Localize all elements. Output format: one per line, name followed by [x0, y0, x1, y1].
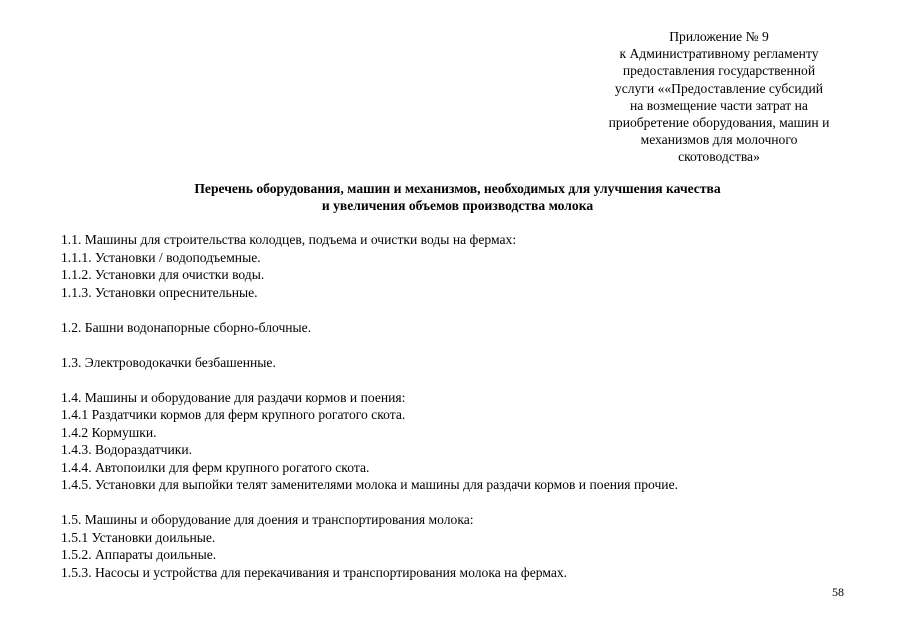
appendix-line: предоставления государственной [622, 63, 816, 79]
list-item: 1.5.2. Аппараты доильные. [61, 547, 217, 562]
appendix-line: механизмов для молочного [640, 132, 798, 148]
list-item: 1.4.3. Водораздатчики. [61, 442, 193, 457]
section-1-1 [61, 231, 881, 301]
appendix-line: на возмещение части затрат на [630, 97, 808, 113]
appendix-line: к Административному регламенту [619, 46, 819, 62]
list-item: 1.4.5. Установки для выпойки телят заменителями молока и машины для раздачи кормов и поения прочие. [61, 477, 679, 492]
appendix-header [588, 28, 850, 166]
page-number: 58 [832, 585, 844, 599]
title-line: и увеличения объемов производства молока [321, 198, 594, 213]
list-item: 1.3. Электроводокачки безбашенные. [61, 354, 276, 370]
section-1-5 [61, 511, 881, 581]
appendix-line: приобретение оборудования, машин и [608, 115, 830, 131]
appendix-line: Приложение № 9 [669, 29, 769, 44]
list-item: 1.4.2 Кормушки. [61, 424, 157, 440]
list-item: 1.5.3. Насосы и устройства для перекачивания и транспортирования молока на фермах. [61, 564, 568, 580]
list-item: 1.1.1. Установки / водоподъемные. [61, 249, 261, 265]
section-1-3 [61, 354, 881, 372]
list-item: 1.4. Машины и оборудование для раздачи кормов и поения: [61, 389, 406, 405]
list-item: 1.5. Машины и оборудование для доения и транспортирования молока: [61, 512, 474, 527]
list-item: 1.5.1 Установки доильные. [61, 529, 216, 545]
list-item: 1.1. Машины для строительства колодцев, подъема и очистки воды на фермах: [61, 232, 517, 247]
document-title [60, 180, 855, 214]
list-item: 1.2. Башни водонапорные сборно-блочные. [61, 319, 312, 335]
list-item: 1.1.3. Установки опреснительные. [61, 284, 258, 300]
list-item: 1.1.2. Установки для очистки воды. [61, 267, 265, 282]
section-1-2 [61, 319, 881, 337]
equipment-list [61, 231, 881, 599]
list-item: 1.4.4. Автопоилки для ферм крупного рогатого скота. [61, 459, 370, 475]
appendix-line: услуги ««Предоставление субсидий [614, 80, 824, 96]
title-line: Перечень оборудования, машин и механизмов, необходимых для улучшения качества [194, 181, 721, 196]
list-item: 1.4.1 Раздатчики кормов для ферм крупного рогатого скота. [61, 407, 406, 422]
appendix-line: скотоводства» [678, 149, 760, 165]
section-1-4 [61, 389, 881, 494]
